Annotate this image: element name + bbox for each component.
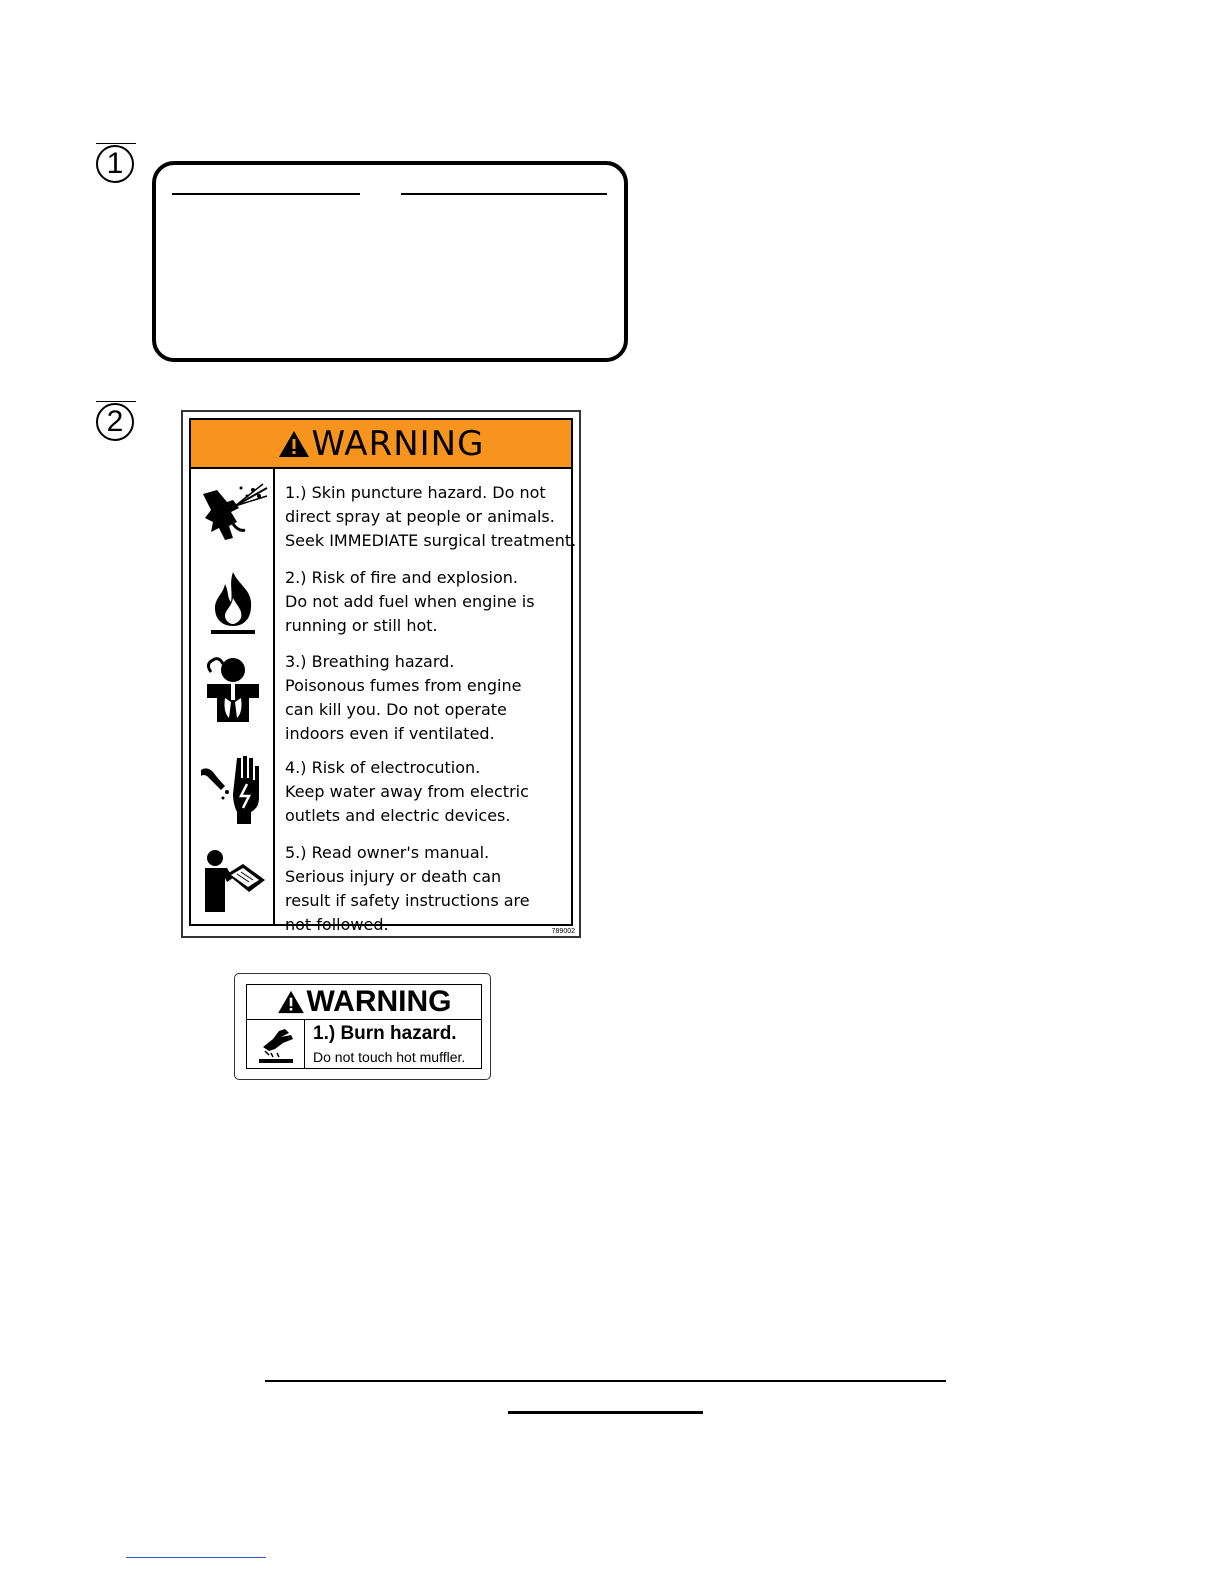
burn-column-divider bbox=[304, 1020, 305, 1068]
hazard-text-1: 1.) Skin puncture hazard. Do not direct spray at people or animals. Seek IMMEDIATE surgical treatment. bbox=[285, 483, 577, 550]
fire-hazard-icon bbox=[197, 568, 269, 640]
hazard-text-4: 4.) Risk of electrocution. Keep water away from electric outlets and electric devices. bbox=[285, 758, 529, 825]
burn-warning-title: WARNING bbox=[306, 985, 452, 1018]
hazard-text-5: 5.) Read owner's manual. Serious injury or death can result if safety instructions are not followed. bbox=[285, 843, 530, 934]
decal-part-number: 789002 bbox=[551, 928, 575, 935]
hazard-text-2: 2.) Risk of fire and explosion. Do not add fuel when engine is running or still hot. bbox=[285, 568, 535, 635]
callout-1: 1 bbox=[96, 145, 134, 183]
footer-page-rule bbox=[508, 1411, 703, 1414]
blank-line-left bbox=[172, 193, 360, 195]
warning-title: WARNING bbox=[311, 423, 485, 464]
burn-decal-frame bbox=[246, 984, 482, 1069]
warning-triangle-icon bbox=[277, 990, 305, 1014]
warning-header bbox=[191, 420, 571, 469]
burn-warning-decal bbox=[234, 973, 491, 1080]
electrocution-icon bbox=[197, 754, 269, 826]
callout-2: 2 bbox=[96, 403, 134, 441]
callout-1-overline bbox=[96, 143, 136, 144]
warning-decal bbox=[181, 410, 581, 938]
hazard-text-3: 3.) Breathing hazard. Poisonous fumes from engine can kill you. Do not operate indoors even if ventilated. bbox=[285, 652, 522, 743]
footer-rule bbox=[265, 1380, 946, 1382]
burn-hazard-text: Do not touch hot muffler. bbox=[313, 1049, 466, 1065]
read-manual-icon bbox=[197, 844, 269, 916]
breathing-hazard-icon bbox=[197, 654, 269, 726]
burn-warning-header bbox=[247, 985, 481, 1020]
warning-column-divider bbox=[273, 469, 275, 924]
warning-triangle-icon bbox=[278, 430, 310, 458]
serial-number-plate bbox=[152, 161, 628, 362]
bottom-link-underline bbox=[126, 1557, 266, 1558]
burn-hazard-icon bbox=[255, 1025, 297, 1065]
blank-line-right bbox=[401, 193, 607, 195]
burn-hazard-title: 1.) Burn hazard. bbox=[313, 1023, 457, 1044]
skin-puncture-icon bbox=[197, 482, 269, 554]
callout-2-overline bbox=[96, 401, 136, 402]
